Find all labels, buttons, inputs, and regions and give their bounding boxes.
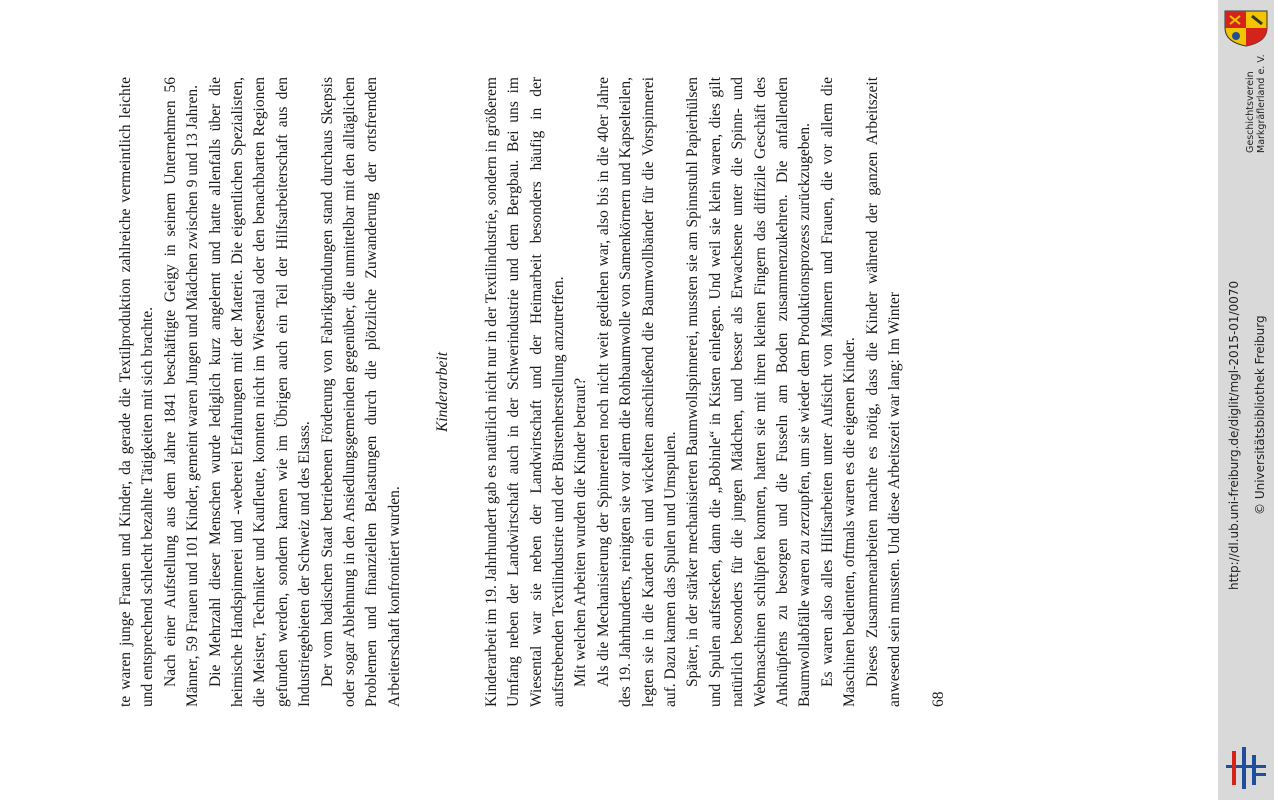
paragraph: Es waren also alles Hilfsarbeiten unter Aufsicht von Männern und Frauen, die vor allem die Maschinen bedienten, oftmals waren es die eigenen Kinder. [818,77,859,707]
paragraph: Die Mehrzahl dieser Menschen wurde lediglich kurz angelernt und hatte allenfalls über die heimische Handspinnerei und -weberei Erfahrungen mit der Materie. Die eigentlichen Spezialisten, die Meister, Techniker und Kaufleute, konnten nicht im Wiesental oder den benachbarten Regionen gefunden werden, sondern kamen wie im Übrigen auch ein Teil der Hilfsarbeiterschaft aus den Industriegebieten der Schweiz und des Elsass. [206,77,314,707]
society-name-line2: Markgräflerland e. V. [1256,54,1267,153]
society-name-line1: Geschichtsverein [1245,71,1256,153]
permalink-url[interactable]: http://dl.ub.uni-freiburg.de/diglit/mgl-2015-01/0070 [1227,280,1241,590]
paragraph: Dieses Zusammenarbeiten machte es nötig, dass die Kinder während der ganzen Arbeitszeit anwesend sein mussten. Und diese Arbeitszeit war lang: Im Winter [863,77,903,707]
page-number: 68 [930,691,948,707]
coat-of-arms-icon [1222,8,1270,48]
copyright-notice: © Universitätsbibliothek Freiburg [1253,315,1267,515]
paragraph: Als die Mechanisierung der Spinnereien noch nicht weit gediehen war, also bis in die 40er Jahre des 19. Jahrhunderts, reinigten sie vor allem die Rohbaumwolle von Samenkörnern und Kapselteilen, legten sie in die Karden ein und wickelten anschließend die Baumwollbänder für die Vorspinnerei auf. Dazu kamen das Spulen und Umspulen. [594,77,679,707]
paragraph: Der vom badischen Staat betriebenen Förderung von Fabrikgründungen stand durchaus Skepsis oder sogar Ablehnung in den Ansiedlungsgemeinden gegenüber, die unmittelbar mit den alltäglichen Problemen und finanziellen Belastungen durch die plötzliche Zuwanderung der ortsfremden Arbeiterschaft konfrontiert wurden. [318,77,403,707]
paragraph: Mit welchen Arbeiten wurden die Kinder betraut? [572,377,590,687]
paragraph: Später, in der stärker mechanisierten Baumwollspinnerei, mussten sie am Spinnstuhl Papierhülsen und Spulen aufstecken, dann die „Bobinle“ in Kisten einlegen. Und weil sie klein waren, dies gilt natürlich besonders für die jungen Mädchen, und besser als Erwachsene unter die Spinn- und Webmaschinen schlüpfen konnten, hatten sie mit ihren kleinen Fingern das diffizile Geschäft des Anknüpfens zu besorgen und die Fusseln am Boden zusammenzukehren. Die anfallenden Baumwollabfälle waren zu zerzupfen, um sie wieder dem Produktionsprozess zurückzugeben. [684,77,814,707]
university-library-logo-icon [1222,745,1270,791]
paragraph: Nach einer Aufstellung aus dem Jahre 1841 beschäftigte Geigy in seinem Unternehmen 56 Männer, 59 Frauen und 101 Kinder, gemeint waren Jungen und Mädchen zwischen 9 und 13 Jahren. [161,77,202,707]
paragraph: te waren junge Frauen und Kinder, da gerade die Textilproduktion zahlreiche vermeintlich leichte und entsprechend schlecht bezahlte Tätigkeiten mit sich brachte. [117,77,157,707]
document-page [85,67,1110,717]
paragraph: Kinderarbeit im 19. Jahrhundert gab es natürlich nicht nur in der Textilindustrie, sondern in größerem Umfang neben der Landwirtschaft auch in der Schwerindustrie und dem Bergbau. Bei uns im Wiesental war sie neben der Landwirtschaft und der Heimarbeit besonders häufig in der aufstrebenden Textilindustrie und der Bürstenherstellung anzutreffen. [482,77,567,707]
section-heading: Kinderarbeit [434,351,452,433]
